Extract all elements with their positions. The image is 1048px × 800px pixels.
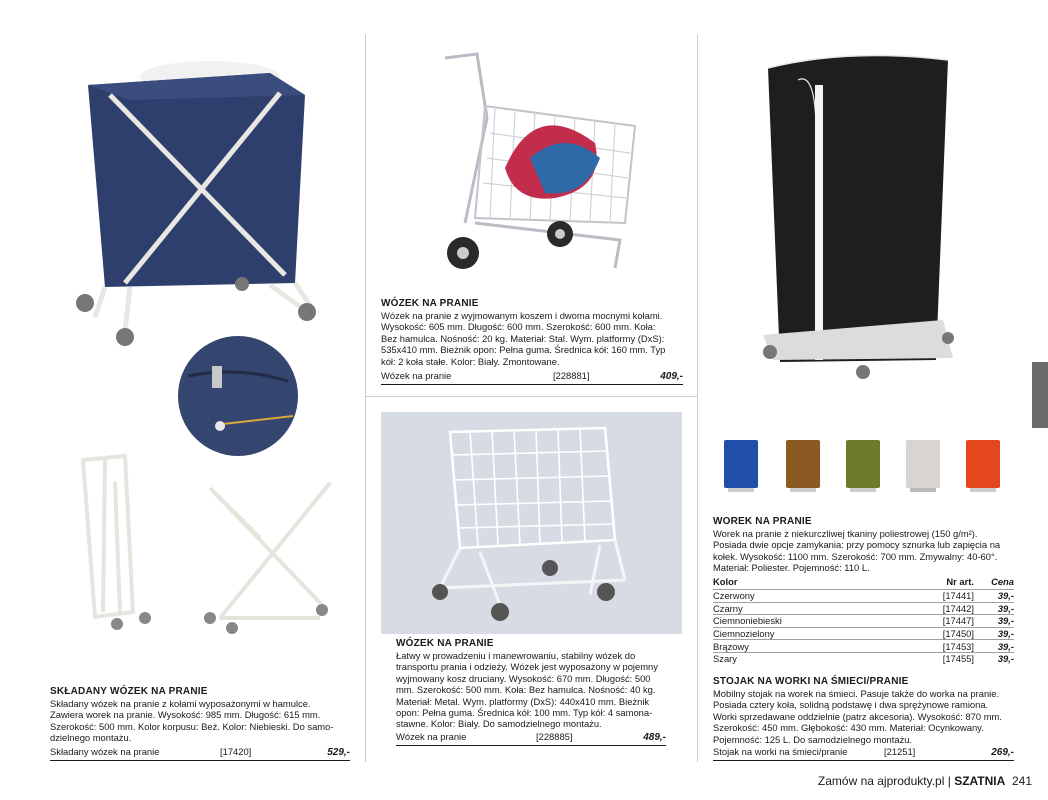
description-line: Bez hamulca. Nośność: 20 kg. Materiał: Stal. Wym. platformy (DxS):: [381, 332, 665, 344]
description-line: Materiał: Poliester. Pojemność: 110 L.: [713, 562, 870, 574]
product-description: [396, 650, 686, 730]
description-line: wyjmowany kosz druciany. Wysokość: 670 mm. Długość: 500: [396, 672, 651, 684]
description-line: Posiada cztery koła, solidną podstawę i dwa sprężynowe ramiona.: [713, 699, 989, 711]
cell-article: [17455]: [942, 653, 974, 665]
price: 409,-: [660, 371, 683, 382]
description-line: Worki sprzedawane oddzielnie (patrz akcesoria). Wysokość: 870 mm.: [713, 710, 1002, 722]
description-line: kołek. Wysokość: 1100 mm. Szerokość: 700 mm. Zmywalny: 40-60°.: [713, 550, 998, 562]
column-divider-1: [365, 34, 366, 762]
cell-color: Czerwony: [713, 590, 755, 602]
page-footer: [818, 774, 1032, 788]
price-row[interactable]: [50, 746, 350, 761]
description-line: Łatwy w prowadzeniu i manewrowaniu, stabilny wózek do: [396, 650, 636, 661]
price-row[interactable]: [396, 731, 666, 746]
item-name: Stojak na worki na śmieci/pranie: [713, 746, 848, 757]
product-description: [50, 698, 355, 744]
price-row[interactable]: [381, 370, 683, 385]
swatch-blue-bag-icon: [724, 440, 758, 492]
cell-price: 39,-: [997, 653, 1014, 665]
description-line: Szerokość: 500 mm. Kolor korpusu: Beż. Kolor: Niebieski. Do samo-: [50, 720, 334, 732]
description-line: Posiada dwie opcje zamykania: przy pomocy sznurka lub zapięcia na: [713, 539, 1001, 551]
table-row[interactable]: [713, 639, 1014, 652]
wire-basket-cart-image: [420, 420, 640, 635]
cell-article: [17441]: [942, 590, 974, 602]
table-row[interactable]: [713, 627, 1014, 640]
product-description: [713, 528, 1033, 574]
description-line: Materiał: Metal. Wym. platformy (DxS): 440x410 mm. Bieżnik: [396, 695, 650, 707]
section-tab: [1032, 362, 1048, 428]
footer-section: SZATNIA: [954, 774, 1006, 788]
swatch-red-bag-icon: [966, 440, 1000, 492]
cell-color: Szary: [713, 653, 737, 665]
item-name: Składany wózek na pranie: [50, 746, 160, 757]
cell-article: [17447]: [942, 615, 974, 627]
cell-color: Ciemnozielony: [713, 628, 775, 640]
header-article: Nr art.: [946, 576, 974, 587]
description-line: transportu prania i odzieży. Wózek jest wyposażony w pojemny: [396, 661, 658, 673]
wire-cart-two-wheels-image: [435, 48, 655, 278]
product-title: WÓZEK NA PRANIE: [396, 638, 494, 649]
description-line: stawne. Kolor: Biały. Do samodzielnego montażu.: [396, 718, 602, 730]
description-line: opon: Pełna guma. Średnica kół: 100 mm. Typ kół: 4 samona-: [396, 707, 653, 719]
table-row[interactable]: [713, 602, 1014, 615]
product-title: WOREK NA PRANIE: [713, 516, 812, 527]
article-number: [17420]: [220, 746, 252, 757]
description-line: Mobilny stojak na worek na śmieci. Pasuje także do worka na pranie.: [713, 688, 1000, 699]
cell-article: [17442]: [942, 602, 974, 614]
description-line: dzielnego montażu.: [50, 732, 132, 744]
bag-swatches-image: [718, 436, 1018, 498]
price: 269,-: [991, 747, 1014, 758]
description-line: Pojemność: 125 L. Do samodzielnego montażu.: [713, 733, 913, 745]
sack-holder-stand-image: [758, 40, 958, 385]
table-row[interactable]: [713, 589, 1014, 602]
laundry-cart-navy-image: [70, 55, 330, 355]
cell-article: [17450]: [942, 628, 974, 640]
price: 489,-: [643, 732, 666, 743]
column-divider-2: [697, 34, 698, 762]
article-number: [21251]: [884, 746, 916, 757]
description-line: Składany wózek na pranie z kołami wyposażonymi w hamulce.: [50, 698, 311, 709]
row-divider: [365, 396, 698, 397]
description-line: Worek na pranie z niekurczliwej tkaniny poliestrowej (150 g/m²).: [713, 528, 978, 539]
article-number: [228881]: [553, 370, 590, 381]
table-row[interactable]: [713, 614, 1014, 627]
price: 529,-: [327, 747, 350, 758]
cell-price: 39,-: [997, 640, 1014, 652]
page-number: 241: [1011, 774, 1032, 788]
product-title: WÓZEK NA PRANIE: [381, 298, 479, 309]
cell-price: 39,-: [997, 602, 1014, 614]
product-description: [713, 688, 1033, 745]
item-name: Wózek na pranie: [396, 731, 467, 742]
color-price-table: [713, 576, 1014, 665]
product-title: SKŁADANY WÓZEK NA PRANIE: [50, 686, 208, 697]
description-line: 535x410 mm. Bieżnik opon: Pełna guma. Średnica kół: 160 mm. Typ: [381, 344, 666, 356]
description-line: mm. Szerokość: 500 mm. Koła: Bez hamulca. Nośność: 40 kg.: [396, 684, 656, 696]
description-line: Wysokość: 605 mm. Długość: 600 mm. Szerokość: 600 mm. Koła:: [381, 321, 656, 333]
item-name: Wózek na pranie: [381, 370, 452, 381]
table-row[interactable]: [713, 652, 1014, 665]
swatch-brown-bag-icon: [786, 440, 820, 492]
description-line: kół: 2 koła stałe. Kolor: Biały. Zmontowane.: [381, 355, 560, 367]
cell-color: Brązowy: [713, 640, 749, 652]
folded-frame-image: [200, 478, 340, 638]
bag-detail-closeup-image: [178, 336, 298, 456]
footer-link-text[interactable]: Zamów na ajprodukty.pl |: [817, 774, 955, 788]
folding-frame-image: [75, 452, 175, 632]
product-description: [381, 310, 681, 367]
cell-price: 39,-: [997, 615, 1014, 627]
cell-color: Ciemnoniebieski: [713, 615, 782, 627]
cell-price: 39,-: [997, 628, 1014, 640]
product-title: STOJAK NA WORKI NA ŚMIECI/PRANIE: [713, 676, 909, 687]
cell-article: [17453]: [942, 640, 974, 652]
header-color: Kolor: [713, 576, 738, 587]
price-row[interactable]: [713, 746, 1014, 761]
description-line: Zawiera worek na pranie. Wysokość: 985 mm. Długość: 615 mm.: [50, 709, 321, 721]
cell-price: 39,-: [997, 590, 1014, 602]
swatch-green-bag-icon: [846, 440, 880, 492]
description-line: Szerokość: 450 mm. Głębokość: 430 mm. Materiał: Ocynkowany.: [713, 722, 984, 734]
description-line: Wózek na pranie z wyjmowanym koszem i dwoma mocnymi kołami.: [381, 310, 663, 321]
article-number: [228885]: [536, 731, 573, 742]
cell-color: Czarny: [713, 602, 743, 614]
header-price: Cena: [991, 576, 1014, 587]
swatch-grey-bag-icon: [906, 440, 940, 492]
table-header: [713, 576, 1014, 589]
